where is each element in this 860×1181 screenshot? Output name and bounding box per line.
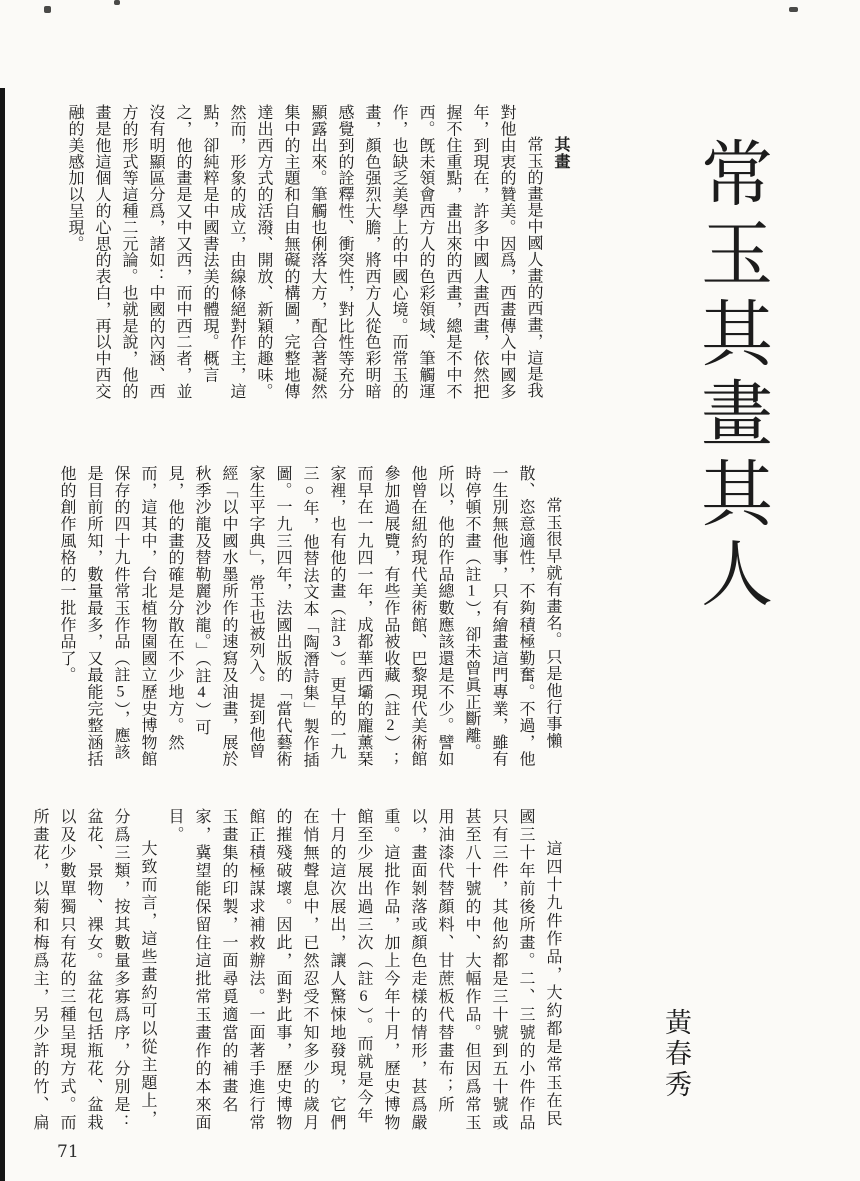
- page-number: 71: [57, 1142, 79, 1162]
- scan-edge-line: [0, 88, 5, 1181]
- section-his-paintings: [57, 104, 574, 404]
- scan-speck: [44, 6, 51, 13]
- scan-speck: [789, 7, 798, 12]
- paragraph: 大致而言，這些畫約可以從主題上，分爲三類，按其數量多寡爲序，分別是：盆花、景物、裸女。盆花包括瓶花、盆栽以及少數單獨只有花的三種呈現方式。而所畫花，以菊和梅爲主，另少許的竹、扁: [31, 808, 156, 1132]
- section-forty-nine-works: [31, 808, 566, 1140]
- author-name: 黃春秀: [661, 1008, 691, 1101]
- paragraph: 常玉的畫是中國人畫的西畫，這是我對他由衷的贊美。因爲，西畫傳入中國多年，到現在，許多中國人畫西畫，依然把握不住重點，畫出來的西畫，總是不中不西。旣未領會西方人的色彩領域、筆觸運作，也缺乏美學上的中國心境。而常玉的畫，顏色强烈大膽，將西方人從色彩明暗感覺到的詮釋性、衝突性，對比性等充分顯露出來。筆觸也俐落大方，配合著凝然集中的主題和自由無礙的構圖，完整地傳達出西方式的活潑、開放、新穎的趣味。然而，形象的成立，由線條絕對作主，這點，卻純粹是中國書法美的體現。概言之，他的畫是又中又西，而中西二者，並沒有明顯區分爲，諸如：中國的內涵、西方的形式等這種二元論。也就是說，他的畫是他這個人的心思的表白，再以中西交融的美感加以呈現。: [66, 104, 542, 400]
- scan-speck: [114, 0, 120, 5]
- section-heading: 其畫: [552, 136, 569, 170]
- paragraph: 這四十九件作品，大約都是常玉在民國三十年前後所畫。二、三號的小件作品只有三件，其他約都是三十號到五十號或甚至八十號的中、大幅作品。但因爲常玉用油漆代替顏料、甘蔗板代替畫布；所以，畫面剝落或顏色走樣的情形，甚爲嚴重。這批作品，加上今年十月，歷史博物館至少展出過三次（註6）。而就是今年十月的這次展出，讓人驚悚地發現，它們在悄無聲息中，已然忍受不知多少的歲月的摧殘破壞。因此，面對此事，歷史博物館正積極謀求補救辦法。一面著手進行常玉畫集的印製，一面尋覓適當的補畫名家，冀望能保留住這批常玉畫作的本來面目。: [166, 808, 561, 1132]
- paragraph: 常玉很早就有畫名。只是他行事懶散、恣意適性，不夠積極勤奮。不過，他一生別無他事，只有繪畫這門專業，雖有時停頓不畫（註1），卻未曾眞正斷離。所以，他的作品總數應該還是不少。譬如他曾在紐約現代美術館、巴黎現代美術館參加過展覽，有些作品被收藏（註2）；而早在一九四一年，成都華西壩的龐薰琹家裡，也有他的畫（註3）。更早的一九三○年，他替法文本「陶潛詩集」製作插圖。一九三四年，法國出版的「當代藝術家生平字典」，常玉也被列入。提到他曾經「以中國水墨所作的速寫及油畫，展於秋季沙龍及替勒麗沙龍。」（註4）可見，他的畫的確是分散在不少地方。然而，這其中，台北植物園國立歷史博物館保存的四十九件常玉作品（註5），應該是目前所知，數量最多，又最能完整涵括他的創作風格的一批作品了。: [58, 465, 561, 769]
- section-intro: [49, 465, 566, 769]
- article-title-calligraphy: 常玉其畫其人: [690, 136, 770, 616]
